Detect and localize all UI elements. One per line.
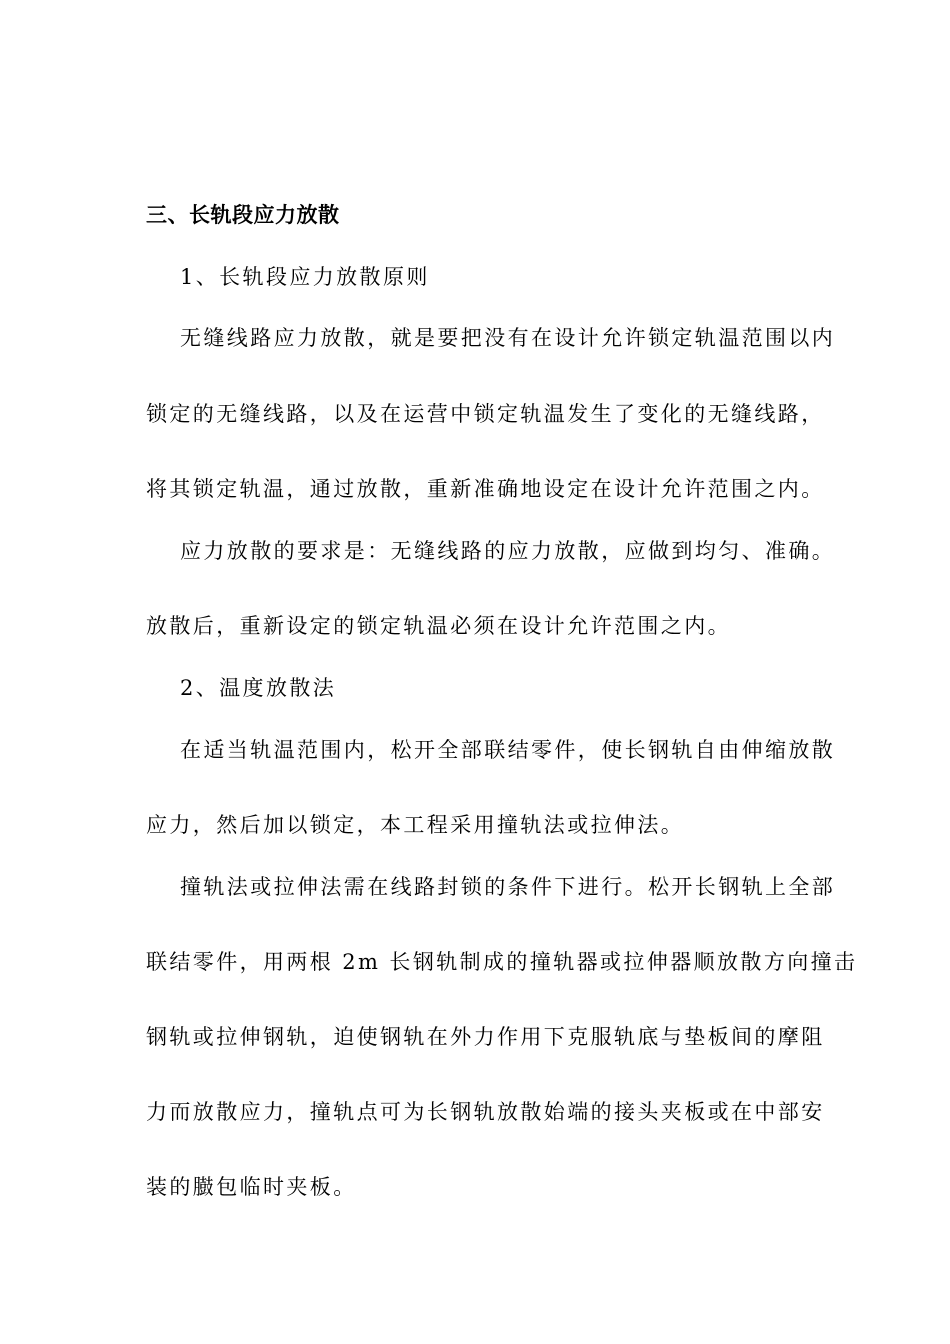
paragraph-line: 力而放散应力，撞轨点可为长钢轨放散始端的接头夹板或在中部安	[146, 1100, 825, 1124]
paragraph-line: 在适当轨温范围内，松开全部联结零件，使长钢轨自由伸缩放散	[180, 738, 836, 762]
section-title: 三、长轨段应力放散	[146, 203, 340, 227]
paragraph-line: 应力放散的要求是：无缝线路的应力放散，应做到均匀、准确。	[180, 539, 836, 563]
subsection-1-title: 1、长轨段应力放散原则	[180, 265, 430, 289]
paragraph-line: 将其锁定轨温，通过放散，重新准确地设定在设计允许范围之内。	[146, 477, 825, 501]
paragraph-line: 联结零件，用两根 2m 长钢轨制成的撞轨器或拉伸器顺放散方向撞击	[146, 950, 858, 974]
paragraph-line: 锁定的无缝线路，以及在运营中锁定轨温发生了变化的无缝线路，	[146, 402, 825, 426]
paragraph-line: 无缝线路应力放散，就是要把没有在设计允许锁定轨温范围以内	[180, 326, 836, 350]
paragraph-line: 放散后，重新设定的锁定轨温必须在设计允许范围之内。	[146, 614, 731, 638]
paragraph-line: 钢轨或拉伸钢轨，迫使钢轨在外力作用下克服轨底与垫板间的摩阻	[146, 1025, 825, 1049]
subsection-2-title: 2、温度放散法	[180, 676, 337, 700]
paragraph-line: 应力，然后加以锁定，本工程采用撞轨法或拉伸法。	[146, 813, 685, 837]
paragraph-line: 装的臌包临时夹板。	[146, 1175, 357, 1199]
paragraph-line: 撞轨法或拉伸法需在线路封锁的条件下进行。松开长钢轨上全部	[180, 875, 836, 899]
